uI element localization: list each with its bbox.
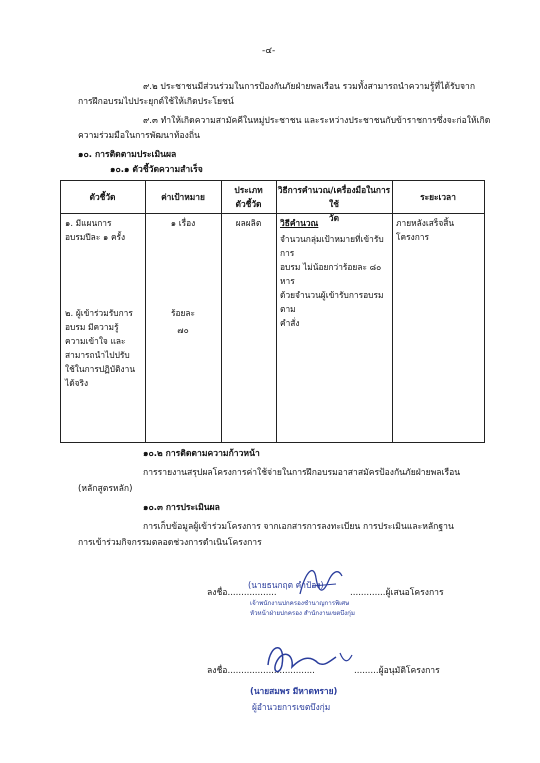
page-number: -๔-: [262, 46, 276, 56]
row1-period: ภายหลังเสร็จสิ้น โครงการ: [396, 218, 455, 242]
paragraph-9-2-line-2: การฝึกอบรมไปประยุกต์ใช้ให้เกิดประโยชน์: [78, 97, 234, 107]
paragraph-10-2-line-1: การรายงานสรุปผลโครงการค่าใช้จ่ายในการฝึกอบรมอาสาสมัครป้องกันภัยฝ่ายพลเรือน: [143, 468, 461, 478]
row2-target: ร้อยละ ๗๐: [170, 308, 196, 335]
section-10-1-heading: ๑๐.๑ ตัวชี้วัดความสำเร็จ: [110, 165, 203, 175]
signature-2-title: ผู้อำนวยการเขตบึงกุ่ม: [252, 702, 331, 712]
signature-1-stamp-line-1: เจ้าพนักงานปกครองชำนาญการพิเศษ: [250, 600, 350, 607]
signature-1-stamp-line-2: หัวหน้าฝ่ายปกครอง สำนักงานเขตบึงกุ่ม: [250, 610, 355, 617]
row1-type: ผลผลิต: [235, 218, 262, 228]
row2-indicator: ๒. ผู้เข้าร่วมรับการ อบรม มีความรู้ ความเข้าใจ และ สามารถนำไปปรับ ใช้ในการปฏิบัติงาน ได้จริง: [65, 308, 136, 388]
paragraph-10-3-line-1: การเก็บข้อมูลผู้เข้าร่วมโครงการ จากเอกสารการลงทะเบียน การประเมินและหลักฐาน: [143, 522, 454, 532]
paragraph-9-2-line-1: ๙.๒ ประชาชนมีส่วนร่วมในการป้องกันภัยฝ่ายพลเรือน รวมทั้งสามารถนำความรู้ที่ได้รับจาก: [143, 82, 476, 92]
paragraph-9-3-line-1: ๙.๓ ทำให้เกิดความสามัคคีในหมู่ประชาชน และระหว่างประชาชนกับข้าราชการซึ่งจะก่อให้เกิด: [143, 116, 491, 126]
paragraph-10-2-line-2: (หลักสูตรหลัก): [78, 484, 133, 494]
signature-2-line: ลงชื่อ................................: [207, 666, 315, 676]
section-10-3-heading: ๑๐.๓ การประเมินผล: [143, 503, 220, 513]
paragraph-9-3-line-2: ความร่วมมือในการพัฒนาท้องถิ่น: [78, 131, 200, 141]
header-indicator: ตัวชี้วัด: [89, 192, 116, 202]
row1-indicator: ๑. มีแผนการ อบรมปีละ ๑ ครั้ง: [65, 218, 126, 242]
signature-1-name: (นายธนกฤต คำป้อง): [248, 580, 324, 590]
row1-method: วิธีคำนวณ จำนวนกลุ่มเป้าหมายที่เข้ารับการ อบรม ไม่น้อยกว่าร้อยละ ๘๐ หาร ด้วยจำนวนผู้เข้ารับการอบรมตาม คำสั่ง: [280, 218, 384, 328]
header-period: ระยะเวลา: [420, 192, 456, 202]
paragraph-10-3-line-2: การเข้าร่วมกิจกรรมตลอดช่วงการดำเนินโครงการ: [78, 538, 262, 548]
header-target: ค่าเป้าหมาย: [161, 192, 205, 202]
signature-1-role: .............ผู้เสนอโครงการ: [350, 588, 444, 598]
signature-2-role: .........ผู้อนุมัติโครงการ: [354, 666, 440, 676]
section-10-2-heading: ๑๐.๒ การติดตามความก้าวหน้า: [143, 449, 260, 459]
row1-target: ๑ เรื่อง: [170, 218, 196, 228]
header-method: วิธีการคำนวณ/เครื่องมือในการใช้ วัด: [277, 185, 391, 223]
section-10-heading: ๑๐. การติดตามประเมินผล: [78, 150, 177, 160]
header-type: ประเภท ตัวชี้วัด: [234, 185, 263, 209]
indicators-table: [60, 180, 485, 442]
signature-2-name: (นายสมพร มีหาดทราย): [250, 686, 338, 696]
signature-1-line: ลงชื่อ..................: [207, 588, 277, 598]
